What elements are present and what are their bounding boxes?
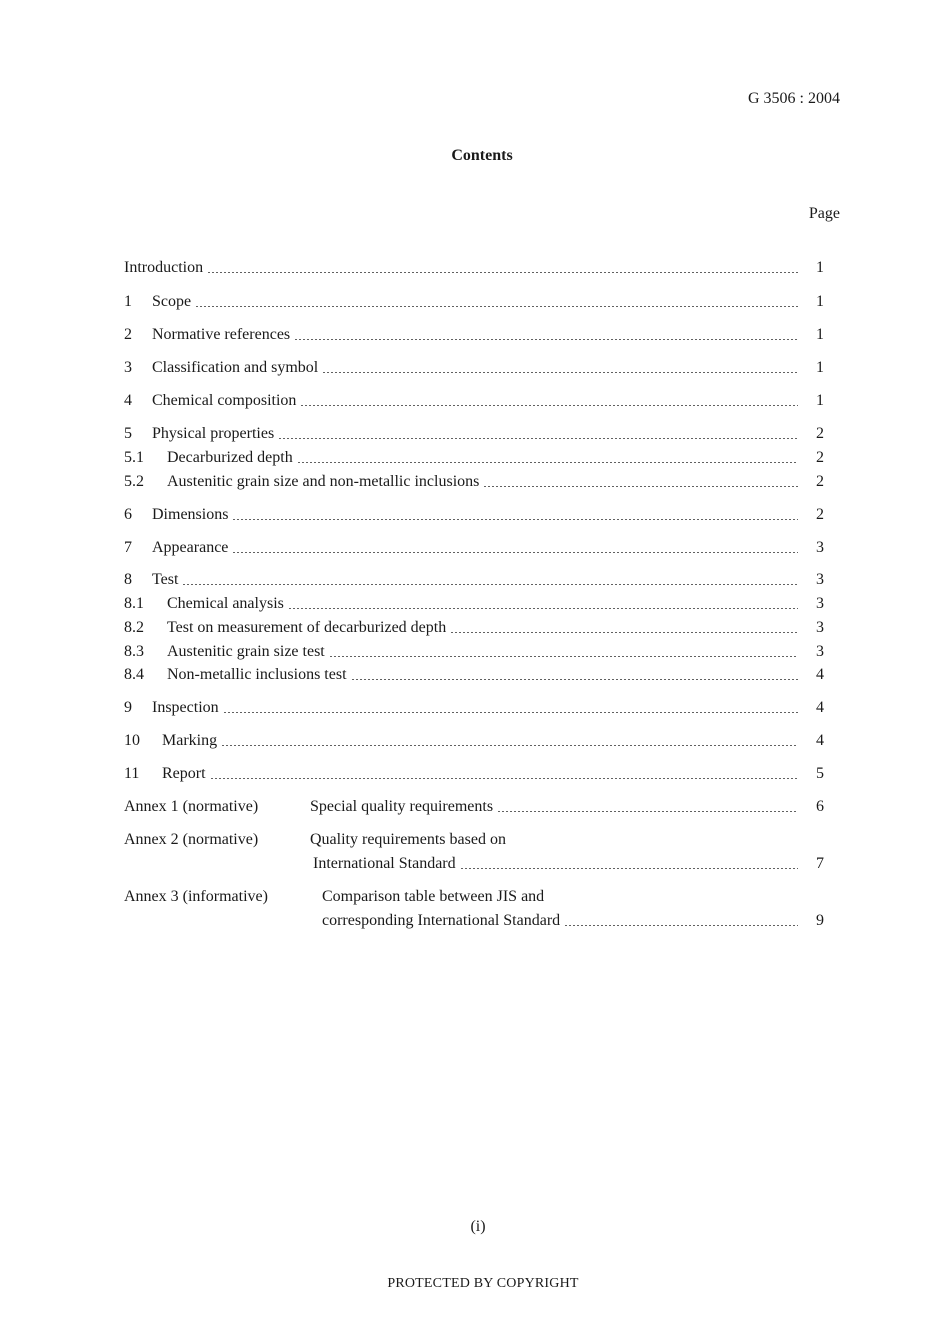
toc-entry-page: 4 (816, 699, 824, 716)
toc-entry-page: 1 (816, 326, 824, 343)
toc-entry-page: 7 (816, 855, 824, 872)
toc-entry-number: 7 (124, 539, 132, 556)
toc-entry-title: Appearance (152, 539, 229, 556)
dot-leader (297, 462, 798, 463)
toc-entry-page: 1 (816, 359, 824, 376)
toc-entry-page: 1 (816, 392, 824, 409)
dot-leader (483, 486, 798, 487)
toc-entry-number: 5.1 (124, 449, 144, 466)
toc-entry-number: 9 (124, 699, 132, 716)
toc-entry (124, 593, 824, 615)
dot-leader (210, 778, 798, 779)
toc-entry-number: 11 (124, 765, 140, 782)
annex-title: Comparison table between JIS and (322, 888, 545, 905)
toc-entry-title: Decarburized depth (167, 449, 293, 466)
copyright-notice: PROTECTED BY COPYRIGHT (387, 1276, 579, 1291)
toc-entry-title: Classification and symbol (152, 359, 319, 376)
toc-entry-page: 3 (816, 643, 824, 660)
toc-entry-number: 1 (124, 293, 132, 310)
toc-entry (124, 730, 824, 752)
dot-leader (278, 438, 798, 439)
toc-entry-title: Introduction (124, 259, 204, 276)
toc-entry-page: 6 (816, 798, 824, 815)
dot-leader (232, 519, 798, 520)
dot-leader (294, 339, 798, 340)
toc-entry-page: 3 (816, 619, 824, 636)
toc-entry-number: 4 (124, 392, 132, 409)
toc-entry (124, 537, 824, 559)
toc-entry-title: Scope (152, 293, 192, 310)
toc-entry-title: Chemical composition (152, 392, 297, 409)
annex-entry (124, 796, 824, 818)
dot-leader (195, 306, 798, 307)
annex-entry (124, 886, 824, 908)
dot-leader (497, 811, 798, 812)
toc-entry (124, 447, 824, 469)
toc-entry-number: 8.3 (124, 643, 144, 660)
toc-entry-page: 4 (816, 666, 824, 683)
toc-entry-page: 9 (816, 912, 824, 929)
toc-entry (124, 504, 824, 526)
dot-leader (322, 372, 798, 373)
toc-entry-page: 4 (816, 732, 824, 749)
toc-entry-number: 6 (124, 506, 132, 523)
toc-entry (124, 641, 824, 663)
annex-title: Special quality requirements (310, 798, 494, 815)
dot-leader (351, 679, 798, 680)
toc-entry (124, 569, 824, 591)
toc-entry-page: 2 (816, 506, 824, 523)
toc-entry-number: 5 (124, 425, 132, 442)
toc-entry-page: 3 (816, 595, 824, 612)
toc-entry-number: 3 (124, 359, 132, 376)
dot-leader (223, 712, 798, 713)
toc-entry-title: Physical properties (152, 425, 275, 442)
document-code: G 3506 : 2004 (748, 90, 840, 107)
dot-leader (450, 632, 798, 633)
toc-entry (124, 324, 824, 346)
annex-label: Annex 2 (normative) (124, 831, 259, 848)
annex-title: Quality requirements based on (310, 831, 506, 848)
toc-entry (124, 617, 824, 639)
toc-entry (124, 471, 824, 493)
toc-entry-number: 2 (124, 326, 132, 343)
toc-entry-title: Inspection (152, 699, 219, 716)
toc-entry-number: 8.4 (124, 666, 144, 683)
toc-entry-page: 3 (816, 539, 824, 556)
dot-leader (288, 608, 798, 609)
toc-entry-title: Austenitic grain size and non-metallic inclusions (167, 473, 480, 490)
toc-entry-page: 2 (816, 473, 824, 490)
dot-leader (182, 584, 798, 585)
annex-entry (124, 829, 824, 851)
toc-entry-number: 5.2 (124, 473, 144, 490)
toc-entry-title: Austenitic grain size test (167, 643, 325, 660)
toc-entry-page: 2 (816, 425, 824, 442)
toc-entry-title: Test on measurement of decarburized depth (167, 619, 447, 636)
toc-entry-page: 2 (816, 449, 824, 466)
dot-leader (207, 272, 798, 273)
toc-entry (124, 390, 824, 412)
toc-entry-page: 1 (816, 293, 824, 310)
toc-entry-number: 8 (124, 571, 132, 588)
annex-entry-continuation (124, 853, 824, 875)
toc-entry-number: 10 (124, 732, 140, 749)
toc-entry (124, 291, 824, 313)
toc-entry (124, 257, 824, 279)
toc-entry-title: Dimensions (152, 506, 229, 523)
toc-entry (124, 423, 824, 445)
toc-entry (124, 357, 824, 379)
toc-entry-title: Chemical analysis (167, 595, 284, 612)
annex-title-continued: International Standard (313, 855, 456, 872)
dot-leader (460, 868, 798, 869)
dot-leader (564, 925, 798, 926)
annex-title-continued: corresponding International Standard (322, 912, 561, 929)
toc-entry (124, 697, 824, 719)
toc-entry-number: 8.2 (124, 619, 144, 636)
annex-label: Annex 3 (informative) (124, 888, 268, 905)
toc-entry-page: 5 (816, 765, 824, 782)
dot-leader (300, 405, 798, 406)
annex-label: Annex 1 (normative) (124, 798, 259, 815)
page-column-label: Page (808, 205, 840, 222)
toc-entry-title: Normative references (152, 326, 291, 343)
page-title: Contents (451, 147, 513, 164)
toc-entry-page: 3 (816, 571, 824, 588)
dot-leader (232, 552, 798, 553)
toc-entry (124, 664, 824, 686)
page-number: (i) (470, 1218, 486, 1235)
dot-leader (329, 656, 798, 657)
toc-entry-page: 1 (816, 259, 824, 276)
toc-entry-title: Report (162, 765, 206, 782)
annex-entry-continuation (124, 910, 824, 932)
toc-entry-title: Marking (162, 732, 218, 749)
toc-entry-number: 8.1 (124, 595, 144, 612)
toc-entry-title: Non-metallic inclusions test (167, 666, 347, 683)
toc-entry-title: Test (152, 571, 179, 588)
toc-entry (124, 763, 824, 785)
dot-leader (221, 745, 798, 746)
